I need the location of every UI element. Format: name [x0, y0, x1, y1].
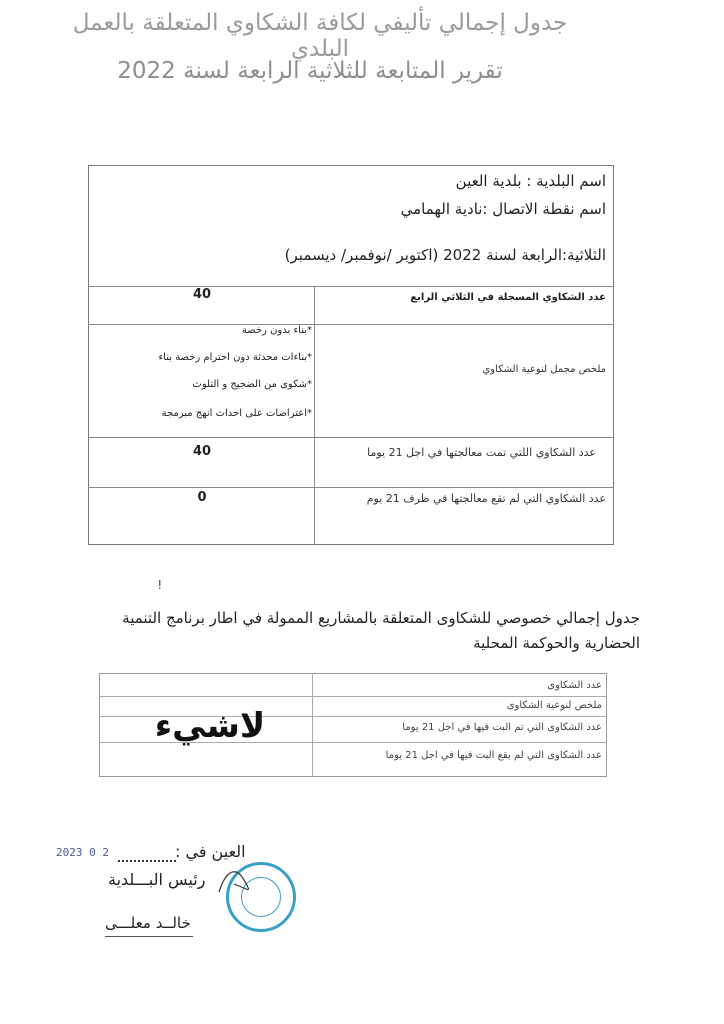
date-stamp: 2023 0 2 — [56, 846, 109, 859]
table-row-label: عدد الشكاوي المسجلة في الثلاثي الرابع — [410, 292, 606, 303]
complaint-type-item: *اعتراضات على احداث انهج مبرمجة — [161, 408, 312, 419]
signature-scribble — [214, 862, 254, 902]
table-divider — [88, 487, 614, 488]
quarter-period: الثلاثية:الرابعة لسنة 2022 (اكتوبر /نوفمبر/ ديسمبر) — [284, 246, 606, 264]
stray-mark: ǃ — [158, 578, 162, 592]
table-row-label: عدد الشكاوى التي لم يقع البت فيها في اجل 21 يوما — [385, 750, 602, 761]
none-stamp: لاشيء — [154, 706, 266, 746]
complaint-type-item: *بناء بدون رخصة — [241, 325, 312, 336]
table-divider — [88, 437, 614, 438]
mayor-name: خالــد معلـــى — [105, 914, 191, 932]
mayor-title: رئيس البـــلدية — [108, 870, 206, 889]
table-row-label: ملخص لنوعية الشكاوى — [506, 700, 602, 711]
report-subtitle: تقرير المتابعة للثلاثية الرابعة لسنة 2022 — [117, 58, 503, 84]
table-row-label: عدد الشكاوي اللتي تمت معالجتها في اجل 21 يوما — [367, 446, 596, 459]
table-row-value: 40 — [192, 444, 212, 459]
signature-underline — [105, 936, 193, 937]
table-row-label: عدد الشكاوي التي لم تقع معالجتها في ظرف 21 يوم — [366, 492, 606, 505]
table-column-divider — [314, 286, 315, 544]
table-row-value: 0 — [197, 490, 207, 505]
document-title: جدول إجمالي تأليفي لكافة الشكاوي المتعلقة بالعمل البلدي — [72, 10, 568, 62]
table-row-label: ملخص مجمل لنوعية الشكاوي — [482, 364, 606, 375]
table-divider — [99, 696, 607, 697]
signature-place: العين في : — [175, 842, 246, 861]
contact-point: اسم نقطة الاتصال :نادية الهمامي — [400, 200, 606, 218]
complaint-type-item: *بناءات محدثة دون احترام رخصة بناء — [158, 352, 312, 363]
date-dotted-line — [118, 846, 176, 862]
municipality-name: اسم البلدية : بلدية العين — [455, 172, 606, 190]
table-row-value: 40 — [192, 287, 212, 302]
table-row-label: عدد الشكاوى — [547, 680, 602, 691]
table-row-label: عدد الشكاوى التي تم البت فيها في اجل 21 يوما — [402, 722, 602, 733]
table-column-divider — [312, 673, 313, 776]
complaint-type-item: *شكوى من الضجيج و التلوث — [192, 379, 312, 390]
section-title: جدول إجمالي خصوصي للشكاوى المتعلقة بالمشاريع الممولة في اطار برنامج التنمية الحضارية والحوكمة المحلية — [122, 609, 640, 652]
table-divider — [88, 286, 614, 287]
